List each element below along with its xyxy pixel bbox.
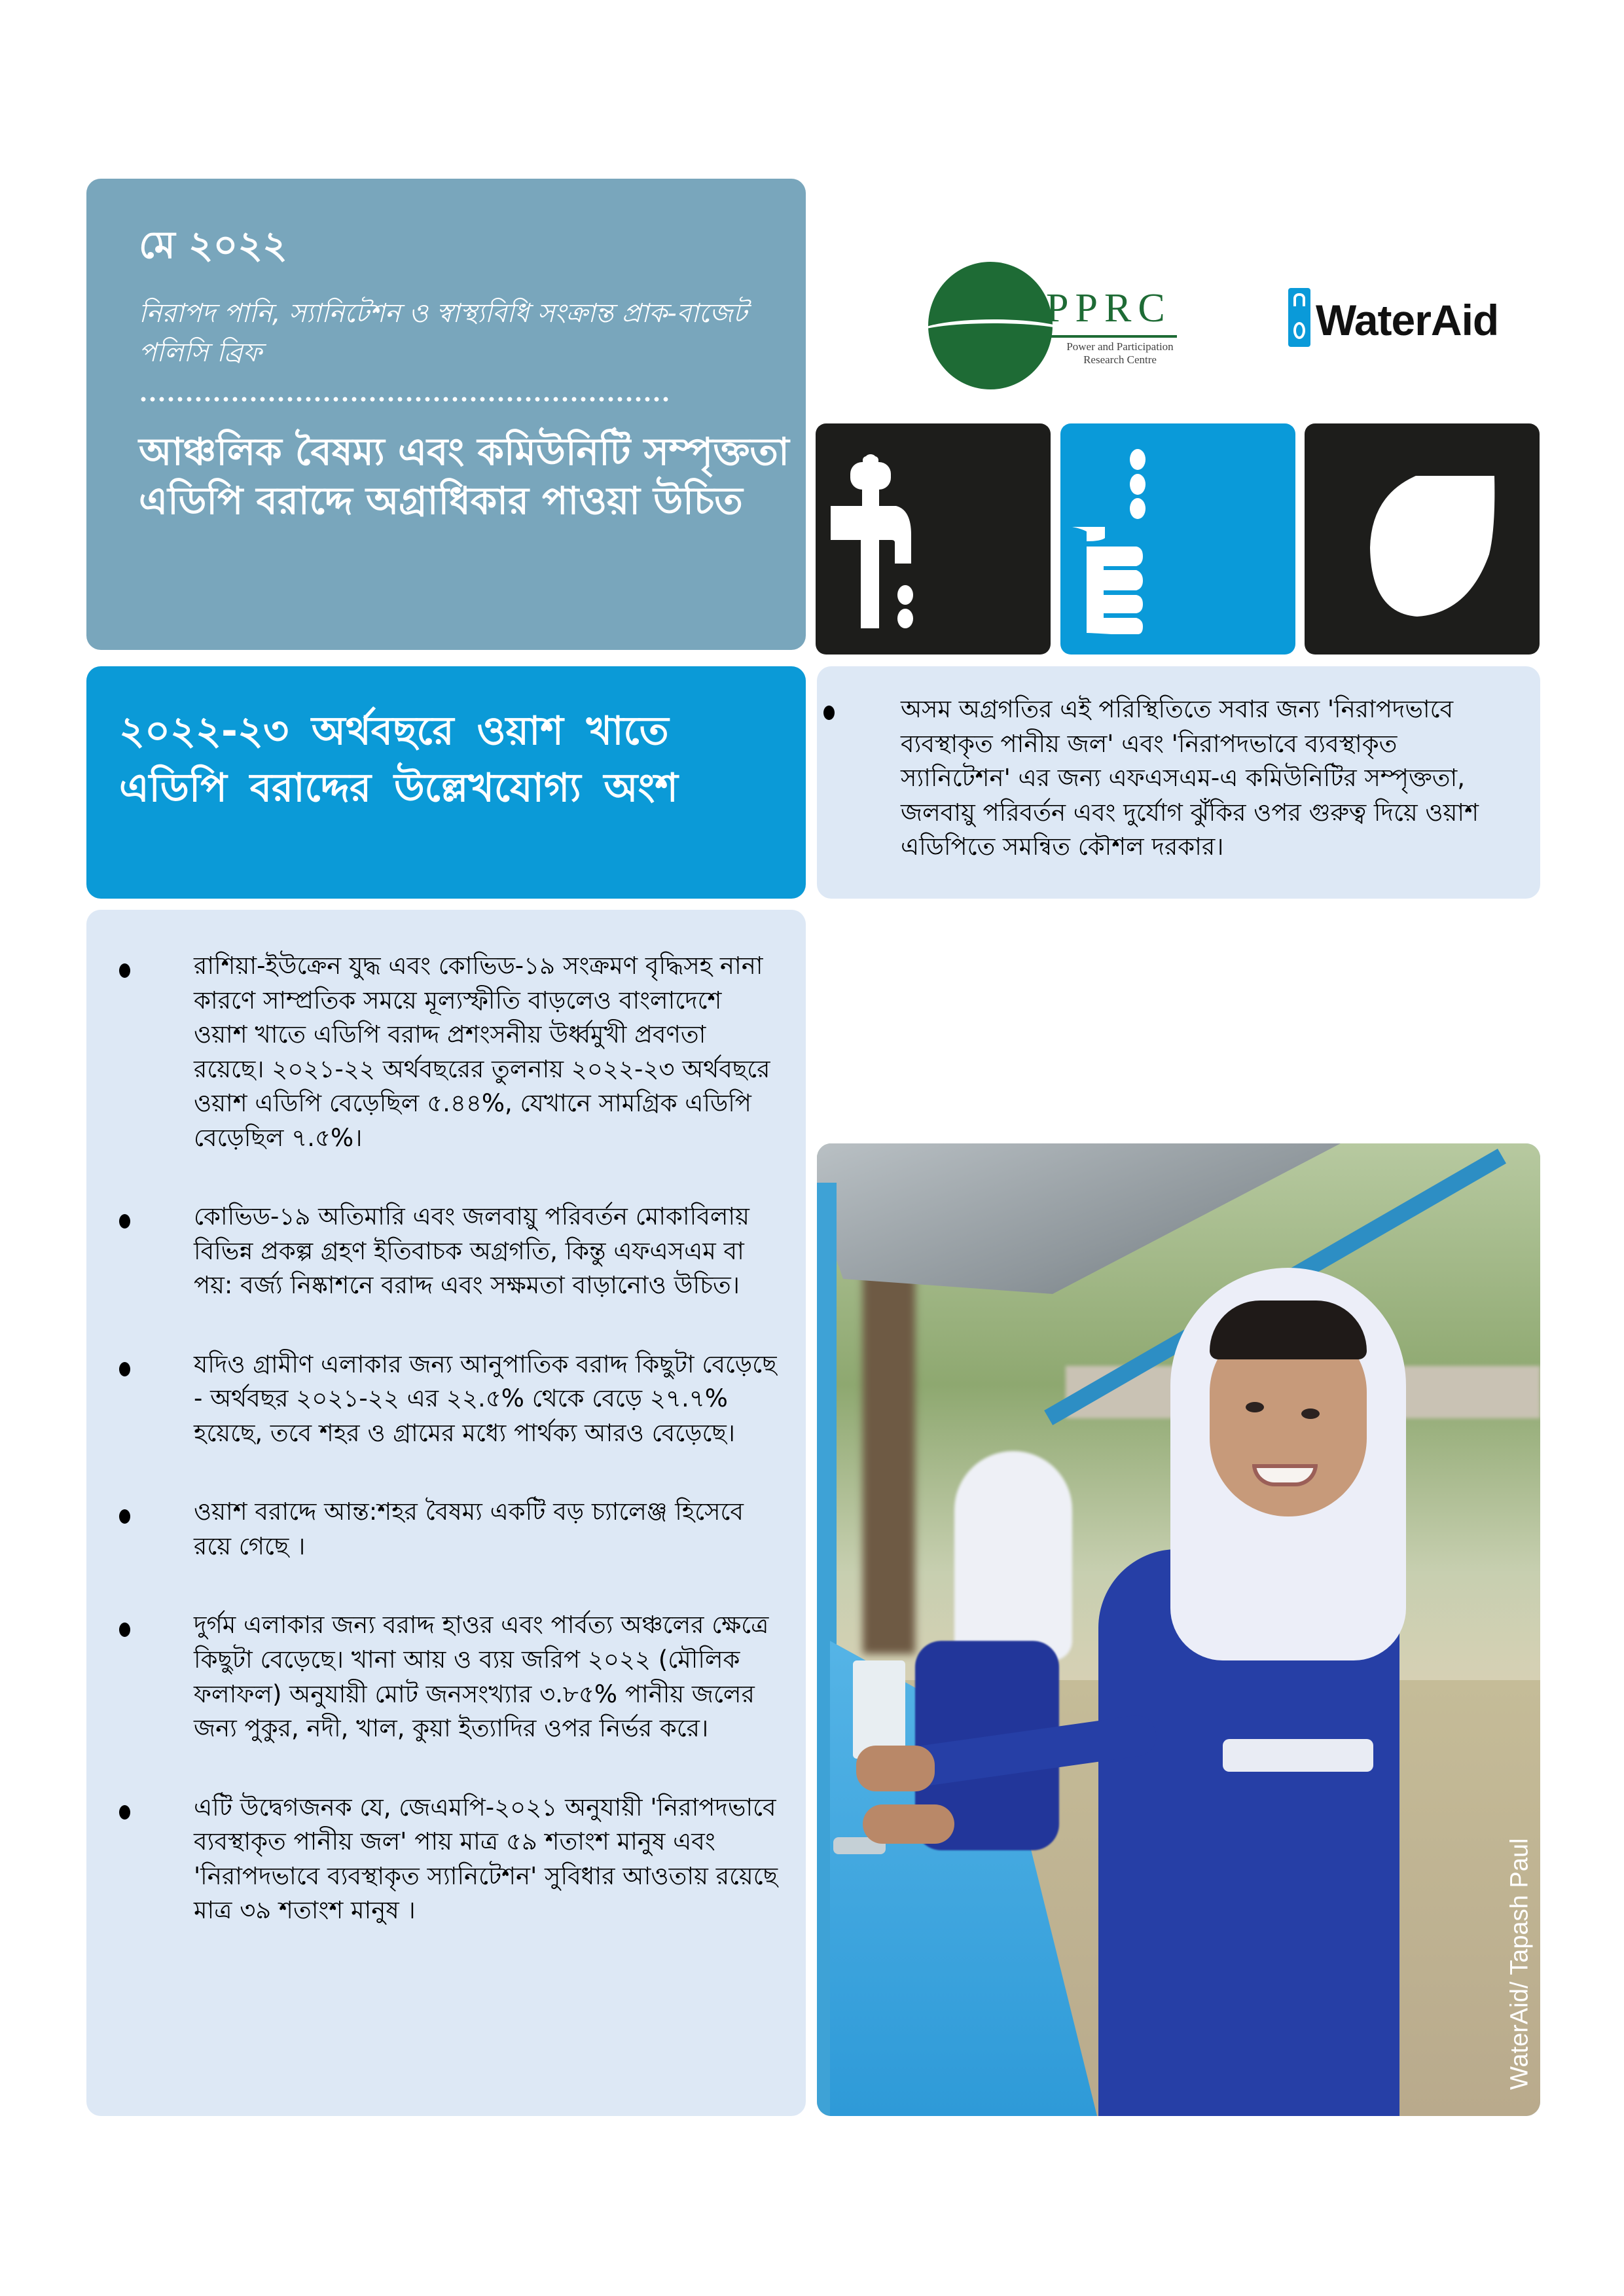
pprc-logo <box>928 262 1203 389</box>
list-item-text: যদিও গ্রামীণ এলাকার জন্য আনুপাতিক বরাদ্দ কিছুটা বেড়েছে - অর্থবছর ২০২১-২২ এর ২২.৫% থেকে বেড়ে ২৭.৭% হয়েছে, তবে শহর ও গ্রামের মধ্যে পার্থক্য আরও বেড়েছে। <box>194 1350 777 1447</box>
highlights-panel <box>86 910 806 2116</box>
recommendation-list <box>817 692 1514 865</box>
bullet-icon <box>119 1214 130 1229</box>
document-title: আঞ্চলিক বৈষম্য এবং কমিউনিটি সম্পৃক্ততা এডিপি বরাদ্দে অগ্রাধিকার পাওয়া উচিত <box>139 429 789 524</box>
handwashing-photo <box>817 1143 1540 2116</box>
list-item-text: ওয়াশ বরাদ্দে আন্ত:শহর বৈষম্য একটি বড় চ্যালেঞ্জ হিসেবে রয়ে গেছে । <box>194 1498 744 1560</box>
hand-washing-icon <box>1060 423 1295 655</box>
list-item <box>86 1608 806 1746</box>
water-tap-icon <box>816 423 1051 655</box>
dotted-divider <box>139 396 669 403</box>
wateraid-logo <box>1288 275 1537 347</box>
pprc-logo-subtitle <box>1051 340 1189 366</box>
pprc-subtitle-line2: Research Centre <box>1083 353 1157 366</box>
water-drop-icon <box>1305 423 1540 655</box>
list-item-text: অসম অগ্রগতির এই পরিস্থিতিতে সবার জন্য 'নিরাপদভাবে ব্যবস্থাকৃত পানীয় জল' এবং 'নিরাপদভাবে ব্যবস্থাকৃত স্যানিটেশন' এর জন্য এফএসএম-এ কমিউনিটির সম্পৃক্ততা, জলবায়ু পরিবর্তন এবং দুর্যোগ ঝুঁকির ওপর গুরুত্ব দিয়ে ওয়াশ এডিপিতে সমন্বিত কৌশল দরকার। <box>901 695 1479 861</box>
list-item <box>86 949 806 1155</box>
wateraid-logo-text: WaterAid <box>1316 296 1499 344</box>
publication-date: মে ২০২২ <box>139 223 287 267</box>
photo-credit: WaterAid/ Tapash Paul <box>1506 1838 1533 2090</box>
list-item-text: দুর্গম এলাকার জন্য বরাদ্দ হাওর এবং পার্বত্য অঞ্চলের ক্ষেত্রে কিছুটা বেড়েছে। খানা আয় ও ব্যয় জরিপ ২০২২ (মৌলিক ফলাফল) অনুযায়ী মোট জনসংখ্যার ৩.৮৫% পানীয় জলের জন্য পুকুর, নদী, খাল, কুয়া ইত্যাদির ওপর নির্ভর করে। <box>194 1611 769 1743</box>
pprc-fish-emblem-icon <box>928 262 1053 389</box>
recommendation-panel <box>817 666 1540 899</box>
partner-logos <box>817 249 1540 399</box>
list-item <box>86 1791 806 1928</box>
bullet-icon <box>823 706 835 720</box>
list-item-text: এটি উদ্বেগজনক যে, জেএমপি-২০২১ অনুযায়ী 'নিরাপদভাবে ব্যবস্থাকৃত পানীয় জল' পায় মাত্র ৫৯ শতাংশ মানুষ এবং 'নিরাপদভাবে ব্যবস্থাকৃত স্যানিটেশন' সুবিধার আওতায় রয়েছে মাত্র ৩৯ শতাংশ মানুষ । <box>194 1793 778 1925</box>
bullet-icon <box>119 1805 130 1820</box>
list-item <box>817 692 1514 865</box>
intro-panel <box>86 179 806 650</box>
pprc-logo-text: PPRC <box>1046 286 1172 331</box>
list-item <box>86 1348 806 1451</box>
wateraid-mark-icon <box>1288 288 1310 347</box>
list-item-text: রাশিয়া-ইউক্রেন যুদ্ধ এবং কোভিড-১৯ সংক্রমণ বৃদ্ধিসহ নানা কারণে সাম্প্রতিক সময়ে মূল্যস্ফীতি বাড়লেও বাংলাদেশে ওয়াশ খাতে এডিপি বরাদ্দ প্রশংসনীয় উর্ধ্বমুখী প্রবণতা রয়েছে। ২০২১-২২ অর্থবছরের তুলনায় ২০২২-২৩ অর্থবছরে ওয়াশ এডিপি বেড়েছিল ৫.৪৪%, যেখানে সামগ্রিক এডিপি বেড়েছিল ৭.৫%। <box>194 952 770 1152</box>
bullet-icon <box>119 1623 130 1637</box>
document-subtitle: নিরাপদ পানি, স্যানিটেশন ও স্বাস্থ্যবিধি সংক্রান্ত প্রাক-বাজেট পলিসি ব্রিফ <box>139 298 748 368</box>
list-item-text: কোভিড-১৯ অতিমারি এবং জলবায়ু পরিবর্তন মোকাবিলায় বিভিন্ন প্রকল্প গ্রহণ ইতিবাচক অগ্রগতি, কিন্তু এফএসএম বা পয়: বর্জ্য নিষ্কাশনে বরাদ্দ এবং সক্ষমতা বাড়ানোও উচিত। <box>194 1202 749 1300</box>
list-item <box>86 1495 806 1564</box>
bullet-icon <box>119 1362 130 1376</box>
pprc-subtitle-line1: Power and Participation <box>1066 340 1174 353</box>
highlights-list <box>86 910 806 1928</box>
section-heading-panel <box>86 666 806 899</box>
bullet-icon <box>119 1509 130 1524</box>
pprc-rule <box>1046 335 1177 338</box>
list-item <box>86 1200 806 1303</box>
bullet-icon <box>119 963 130 978</box>
section-heading: ২০২২-২৩ অর্থবছরে ওয়াশ খাতে এডিপি বরাদ্দের উল্লেখযোগ্য অংশ <box>119 708 678 811</box>
